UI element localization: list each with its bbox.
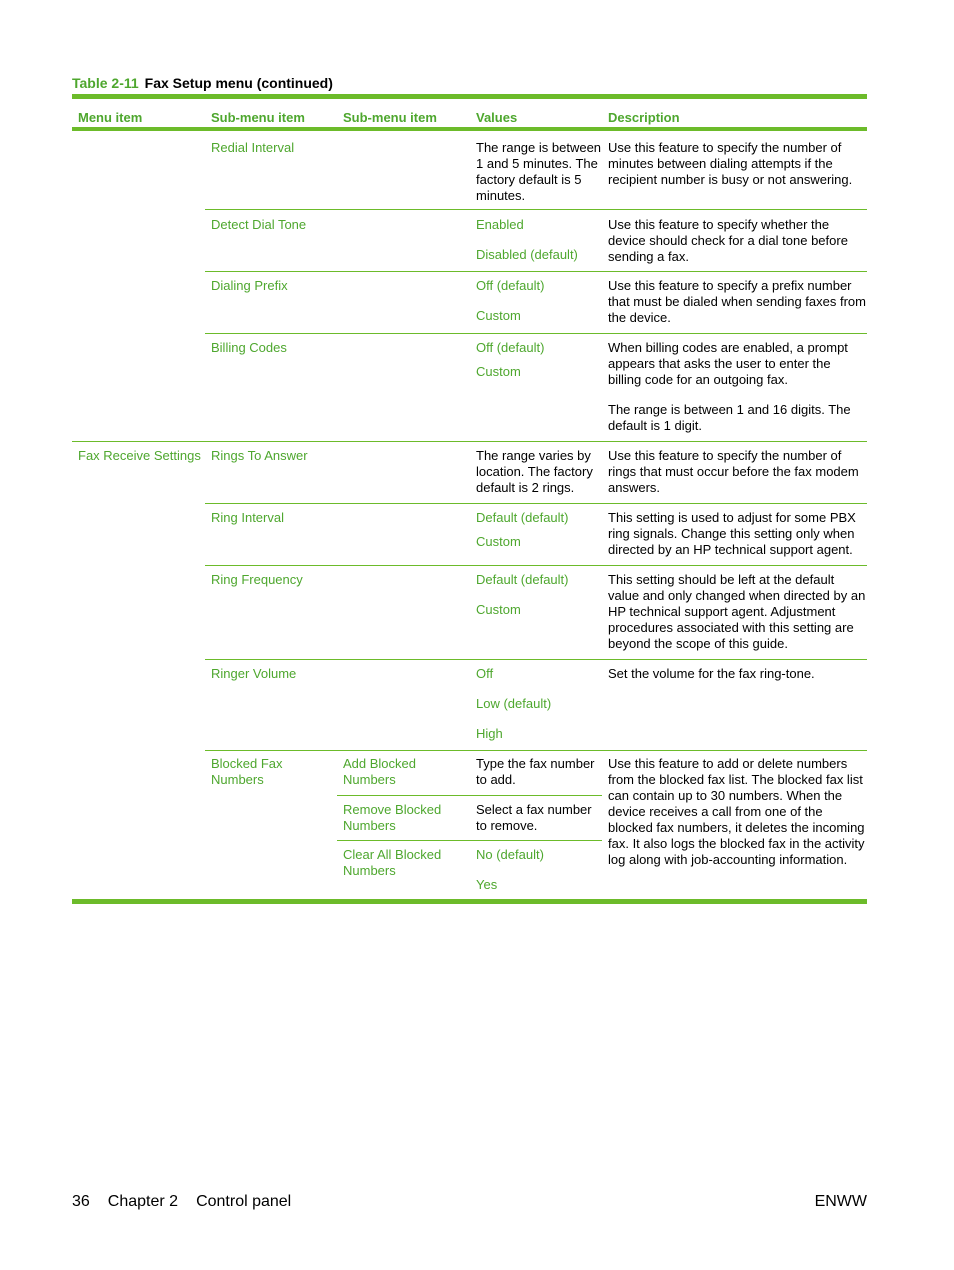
section-divider bbox=[72, 441, 867, 442]
row-billing-description bbox=[608, 340, 866, 434]
row-ringint-sub-menu: Ring Interval bbox=[211, 510, 284, 525]
description-paragraph: The range is between 1 and 16 digits. The default is 1 digit. bbox=[608, 402, 851, 433]
table-number: Table 2-11 bbox=[72, 75, 139, 91]
fax-setup-table bbox=[72, 94, 867, 904]
page-number: 36 bbox=[72, 1193, 90, 1210]
value-option: Low (default) bbox=[476, 696, 552, 711]
value-option: Custom bbox=[476, 364, 521, 379]
row-rings-menu-item: Fax Receive Settings bbox=[78, 448, 201, 463]
chapter-label: Chapter 2 bbox=[107, 1193, 179, 1210]
description-paragraph: When billing codes are enabled, a prompt appears that asks the user to enter the billing code for an outgoing fax. bbox=[608, 340, 848, 387]
value-option: Yes bbox=[476, 877, 498, 892]
row-divider bbox=[205, 565, 867, 566]
row-rings-values: The range varies by location. The factory default is 2 rings. bbox=[476, 448, 593, 495]
row-blocked-clear-sub-menu: Clear All Blocked Numbers bbox=[343, 847, 442, 878]
row-blocked-description: Use this feature to add or delete numbers from the blocked fax list. The blocked fax list can contain up to 30 numbers. When the device receives a call from one of the blocked fax numbers, it deletes the incoming fax. It also logs the blocked fax in the activity log along with job-accounting information. bbox=[608, 756, 865, 867]
table-title: Fax Setup menu (continued) bbox=[144, 75, 333, 91]
row-ringer-values bbox=[476, 666, 602, 742]
value-option: Default (default) bbox=[476, 572, 569, 587]
value-option: No (default) bbox=[476, 847, 544, 862]
row-rings-sub-menu: Rings To Answer bbox=[211, 448, 308, 463]
header-sub-menu-item-1: Sub-menu item bbox=[211, 110, 305, 125]
row-prefix-sub-menu: Dialing Prefix bbox=[211, 278, 288, 293]
row-detect-description: Use this feature to specify whether the device should check for a dial tone before sending a fax. bbox=[608, 217, 848, 264]
value-option: Off bbox=[476, 666, 494, 681]
row-blocked-clear-values bbox=[476, 847, 602, 893]
value-option: Off (default) bbox=[476, 340, 545, 355]
row-divider bbox=[205, 750, 867, 751]
table-header bbox=[72, 99, 867, 127]
row-blocked-add-sub-menu: Add Blocked Numbers bbox=[343, 756, 416, 787]
row-detect-sub-menu: Detect Dial Tone bbox=[211, 217, 307, 232]
page-footer bbox=[72, 1193, 867, 1211]
row-divider bbox=[205, 271, 867, 272]
row-ringint-description: This setting is used to adjust for some PBX ring signals. Change this setting only when directed by an HP technical support agent. bbox=[608, 510, 856, 557]
header-menu-item: Menu item bbox=[78, 110, 143, 125]
value-option: High bbox=[476, 726, 503, 741]
value-option: Custom bbox=[476, 308, 521, 323]
row-redial-description: Use this feature to specify the number of minutes between dialing attempts if the recipient number is busy or not answering. bbox=[608, 140, 853, 187]
table-body bbox=[72, 131, 867, 899]
table-bottom-rule bbox=[72, 899, 867, 904]
row-detect-values bbox=[476, 217, 602, 263]
section-label: Control panel bbox=[196, 1193, 292, 1210]
row-ringint-values bbox=[476, 510, 602, 550]
row-ringfreq-values bbox=[476, 572, 602, 618]
row-divider bbox=[205, 209, 867, 210]
header-values: Values bbox=[476, 110, 518, 125]
value-option: Disabled (default) bbox=[476, 247, 578, 262]
row-divider bbox=[337, 840, 602, 841]
header-sub-menu-item-2: Sub-menu item bbox=[343, 110, 437, 125]
value-option: Off (default) bbox=[476, 278, 545, 293]
row-billing-sub-menu: Billing Codes bbox=[211, 340, 287, 355]
row-divider bbox=[337, 795, 602, 796]
row-rings-description: Use this feature to specify the number of rings that must occur before the fax modem answers. bbox=[608, 448, 859, 495]
value-option: Custom bbox=[476, 602, 521, 617]
row-blocked-sub-menu: Blocked Fax Numbers bbox=[211, 756, 283, 787]
row-billing-values bbox=[476, 340, 602, 380]
value-option: Custom bbox=[476, 534, 521, 549]
row-ringfreq-sub-menu: Ring Frequency bbox=[211, 572, 303, 587]
value-option: Enabled bbox=[476, 217, 524, 232]
row-divider bbox=[205, 333, 867, 334]
locale-code: ENWW bbox=[814, 1193, 867, 1210]
header-description: Description bbox=[608, 110, 680, 125]
row-ringfreq-description: This setting should be left at the default value and only changed when directed by an HP technical support agent. Adjustment procedures associated with this setting are beyond the scope of this guide. bbox=[608, 572, 866, 651]
value-option: Default (default) bbox=[476, 510, 569, 525]
row-blocked-remove-sub-menu: Remove Blocked Numbers bbox=[343, 802, 442, 833]
table-caption bbox=[72, 75, 333, 91]
row-ringer-sub-menu: Ringer Volume bbox=[211, 666, 297, 681]
row-prefix-values bbox=[476, 278, 602, 324]
row-prefix-description: Use this feature to specify a prefix number that must be dialed when sending faxes from the device. bbox=[608, 278, 866, 325]
row-redial-values: The range is between 1 and 5 minutes. The factory default is 5 minutes. bbox=[476, 140, 602, 203]
row-redial-sub-menu: Redial Interval bbox=[211, 140, 295, 155]
row-divider bbox=[205, 503, 867, 504]
row-blocked-remove-values: Select a fax number to remove. bbox=[476, 802, 592, 833]
row-blocked-add-values: Type the fax number to add. bbox=[476, 756, 595, 787]
row-divider bbox=[205, 659, 867, 660]
row-ringer-description: Set the volume for the fax ring-tone. bbox=[608, 666, 815, 681]
